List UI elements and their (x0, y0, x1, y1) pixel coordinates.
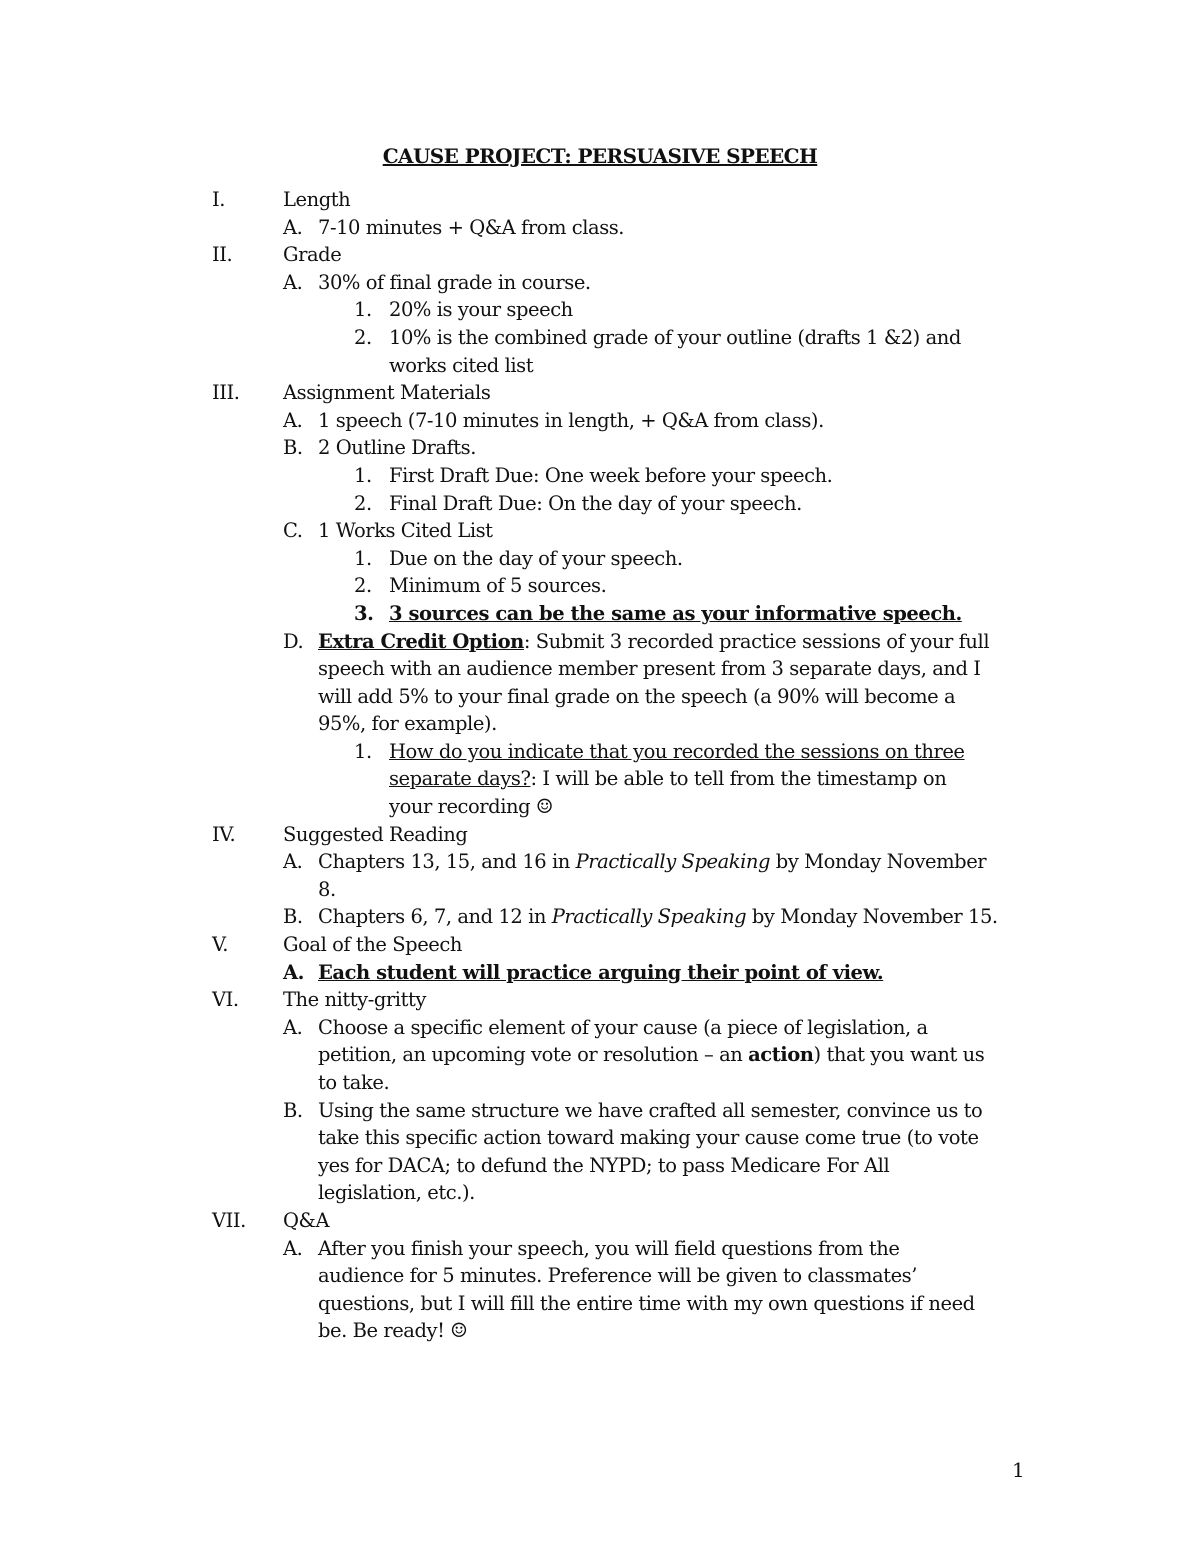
list-item-continued (0, 1290, 1200, 1318)
list-item-continued (0, 710, 1200, 738)
item-text (318, 903, 998, 931)
roman-numeral: VII. (212, 1208, 246, 1232)
list-item (0, 1014, 1200, 1042)
heading-text: Suggested Reading (283, 822, 468, 846)
heading-text: Q&A (283, 1208, 330, 1232)
heading-text: Assignment Materials (283, 381, 491, 405)
section-heading (0, 931, 1200, 959)
book-title: Practically Speaking (575, 850, 771, 874)
list-item-continued (0, 1124, 1200, 1152)
emphasized-text: Each student will practice arguing their point of view. (318, 960, 884, 984)
item-text: Chapters 13, 15, and 16 in (318, 850, 576, 874)
letter-marker: C. (283, 519, 303, 543)
list-item-continued (0, 1179, 1200, 1207)
sub-item (0, 462, 1200, 490)
item-text: works cited list (389, 353, 534, 377)
item-text: to take. (318, 1071, 390, 1094)
list-item (0, 269, 1200, 297)
item-text: 10% is the combined grade of your outline (drafts 1 &2) and (389, 325, 961, 349)
item-text: Choose a specific element of your cause (a piece of legislation, a (318, 1015, 928, 1039)
letter-marker: A. (283, 850, 303, 874)
item-text: Chapters 6, 7, and 12 in (318, 905, 552, 929)
section-heading (0, 821, 1200, 849)
letter-marker: A. (283, 270, 303, 294)
letter-marker: B. (283, 1098, 303, 1122)
list-item-continued (0, 1041, 1200, 1069)
item-text: Final Draft Due: On the day of your speech. (389, 491, 802, 515)
number-marker: 1. (354, 463, 372, 487)
emphasized-word: action (748, 1043, 814, 1067)
heading-text: Goal of the Speech (283, 933, 462, 957)
roman-numeral: II. (212, 243, 233, 267)
number-marker: 2. (354, 574, 372, 598)
item-text (318, 1041, 984, 1069)
letter-marker: A. (283, 1015, 303, 1039)
sub-item (0, 738, 1200, 766)
item-text: 30% of final grade in course. (318, 270, 591, 294)
item-text: audience for 5 minutes. Preference will be given to classmates’ (318, 1264, 917, 1288)
list-item (0, 214, 1200, 242)
item-text: : Submit 3 recorded practice sessions of your full (523, 629, 990, 653)
number-marker: 1. (354, 298, 372, 322)
answer-text: your recording ☺ (389, 795, 553, 819)
roman-numeral: III. (212, 381, 240, 405)
list-item-continued (0, 876, 1200, 904)
item-text: speech with an audience member present from 3 separate days, and I (318, 657, 981, 681)
item-text: After you finish your speech, you will field questions from the (318, 1236, 900, 1260)
list-item (0, 959, 1200, 987)
item-text: 1 speech (7-10 minutes in length, + Q&A from class). (318, 408, 824, 432)
sub-item (0, 600, 1200, 628)
item-text: by Monday November (770, 850, 987, 874)
item-text: Minimum of 5 sources. (389, 574, 607, 598)
heading-text: Grade (283, 243, 342, 267)
item-text: Using the same structure we have crafted all semester, convince us to (318, 1098, 983, 1122)
book-title: Practically Speaking (551, 905, 747, 929)
sub-item (0, 572, 1200, 600)
item-text: questions, but I will fill the entire time with my own questions if need (318, 1291, 975, 1315)
number-marker: 3. (354, 601, 374, 625)
list-item (0, 517, 1200, 545)
letter-marker: A. (283, 215, 303, 239)
roman-numeral: I. (212, 188, 226, 211)
section-heading (0, 186, 1200, 214)
question-text: separate days? (389, 767, 531, 791)
list-item (0, 903, 1200, 931)
emphasized-text: 3 sources can be the same as your informative speech. (389, 601, 962, 625)
number-marker: 1. (354, 739, 372, 763)
number-marker: 1. (354, 546, 372, 570)
section-heading (0, 1207, 1200, 1235)
item-text: Due on the day of your speech. (389, 546, 683, 570)
list-item (0, 1097, 1200, 1125)
item-text (318, 628, 989, 656)
item-text: legislation, etc.). (318, 1181, 475, 1205)
sub-item-continued (0, 793, 1200, 821)
list-item-continued (0, 1262, 1200, 1290)
sub-item (0, 296, 1200, 324)
number-marker: 2. (354, 491, 372, 515)
item-text: 2 Outline Drafts. (318, 436, 476, 460)
item-text: petition, an upcoming vote or resolution – an (318, 1043, 749, 1067)
list-item-continued (0, 1152, 1200, 1180)
item-text: 8. (318, 877, 336, 901)
sub-item (0, 545, 1200, 573)
roman-numeral: V. (212, 933, 228, 957)
outline (0, 186, 1200, 1345)
question-text: How do you indicate that you recorded the sessions on three (389, 739, 965, 763)
list-item-continued (0, 655, 1200, 683)
item-text: ) that you want us (813, 1043, 985, 1067)
item-text: 95%, for example). (318, 712, 497, 736)
sub-item-continued (0, 352, 1200, 380)
list-item (0, 848, 1200, 876)
item-text: 7-10 minutes + Q&A from class. (318, 215, 625, 239)
sub-item-continued (0, 765, 1200, 793)
list-item-continued (0, 683, 1200, 711)
item-text: yes for DACA; to defund the NYPD; to pass Medicare For All (318, 1153, 890, 1177)
letter-marker: B. (283, 436, 303, 460)
list-item-continued (0, 1069, 1200, 1097)
item-text: be. Be ready! ☺ (318, 1319, 468, 1343)
letter-marker: D. (283, 629, 304, 653)
item-text: take this specific action toward making your cause come true (to vote (318, 1126, 979, 1150)
letter-marker: B. (283, 905, 303, 929)
list-item (0, 628, 1200, 656)
item-text (318, 848, 986, 876)
item-text: by Monday November 15. (746, 905, 998, 929)
sub-item (0, 324, 1200, 352)
item-text: 1 Works Cited List (318, 519, 493, 543)
roman-numeral: IV. (212, 822, 236, 846)
document-title: CAUSE PROJECT: PERSUASIVE SPEECH (382, 144, 818, 168)
letter-marker: A. (283, 1236, 303, 1260)
heading-text: The nitty-gritty (283, 988, 426, 1012)
heading-text: Length (283, 188, 351, 211)
section-heading (0, 986, 1200, 1014)
answer-text: : I will be able to tell from the timestamp on (530, 767, 947, 791)
item-text: will add 5% to your final grade on the speech (a 90% will become a (318, 684, 956, 708)
list-item (0, 407, 1200, 435)
roman-numeral: VI. (212, 988, 239, 1012)
extra-credit-label: Extra Credit Option (318, 629, 524, 653)
sub-item (0, 490, 1200, 518)
item-text (389, 765, 946, 793)
page-number: 1 (1012, 1458, 1025, 1482)
section-heading (0, 241, 1200, 269)
letter-marker: A. (283, 960, 305, 984)
list-item-continued (0, 1317, 1200, 1345)
item-text: 20% is your speech (389, 298, 573, 322)
list-item (0, 434, 1200, 462)
list-item (0, 1235, 1200, 1263)
number-marker: 2. (354, 325, 372, 349)
item-text: First Draft Due: One week before your speech. (389, 463, 833, 487)
section-heading (0, 379, 1200, 407)
letter-marker: A. (283, 408, 303, 432)
